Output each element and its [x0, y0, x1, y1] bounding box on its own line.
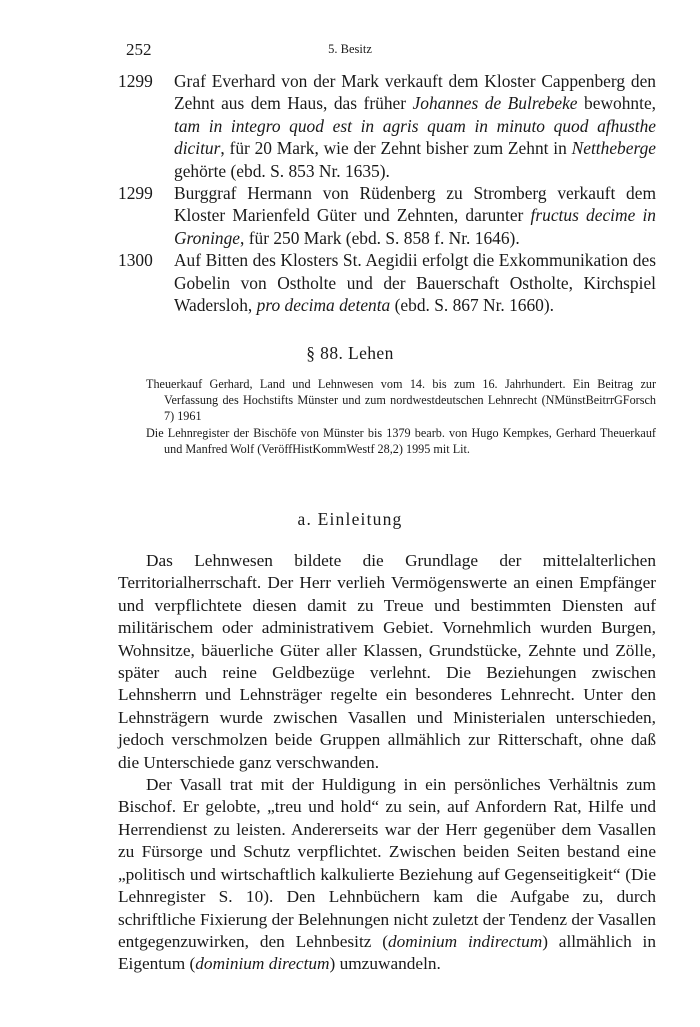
bibliography-author: Theuerkauf — [599, 425, 656, 440]
bibliography — [146, 376, 656, 457]
chronicle-entry — [118, 249, 656, 316]
entry-latin-quote: Nettheberge — [571, 138, 656, 159]
paragraph — [118, 774, 656, 976]
entry-text — [174, 182, 656, 249]
section-title: § 88. Lehen — [306, 343, 394, 363]
entry-text-segment: gehörte (ebd. S. 853 Nr. 1635). — [174, 160, 390, 181]
chronicle-entry — [118, 182, 656, 249]
latin-term: dominium indirectum — [388, 931, 543, 951]
bibliography-author: Kempkes — [502, 425, 549, 440]
entry-text-segment: , für 250 Mark (ebd. S. 858 f. Nr. 1646). — [240, 227, 520, 248]
entry-year: 1299 — [118, 71, 153, 91]
entry-text — [174, 70, 656, 182]
bibliography-text: , Gerhard — [548, 425, 600, 440]
entry-text-segment: Burggraf Hermann von Rüdenberg zu Stromberg verkauft dem Kloster Marienfeld Güter und Zehnten, darunter — [174, 183, 656, 226]
entry-latin-quote: pro decima detenta — [256, 295, 391, 316]
entry-text-segment: Graf Everhard von der Mark verkauft dem Kloster Cappenberg den Zehnt aus dem Haus, das früher — [174, 71, 656, 114]
entry-text-segment: (ebd. S. 867 Nr. 1660). — [390, 295, 555, 316]
paragraph-segment: ) allmählich in Eigentum ( — [118, 931, 656, 974]
bibliography-author: Theuerkauf Gerhard — [146, 377, 250, 391]
paragraph-segment: Der Vasall trat mit der Huldigung in ein persönliches Verhältnis zum Bischof. Er gelobte, „treu und hold“ zu sein, auf Anfordern Rat, Hilfe und Herrendienst zu leisten. Andererseits war der Herr gegenüber dem Vasallen zu Fürsorge und Schutz verpflichtet. Zwischen beiden Seiten bestand eine „politisch und wirtschaftlich kalkulierte Beziehung auf Gegenseitigkeit“ (Die Lehnregister S. 10). Den Lehnbüchern kam die Aufgabe zu, durch schriftliche Fixierung der Belehnungen nicht zuletzt der Tendenz der Vasallen entgegenzuwirken, den Lehnbesitz ( — [118, 775, 657, 951]
entry-text — [174, 249, 656, 316]
entry-text-segment: Auf Bitten des Klosters St. Aegidii erfolgt die Exkommunikation des Gobelin von Ostholte und der Bauerschaft Ostholte, Kirchspiel Wadersloh, — [174, 250, 656, 316]
entry-text-segment: bewohnte, — [577, 93, 657, 114]
entry-text-segment: , für 20 Mark, wie der Zehnt bisher zum Zehnt in — [220, 138, 572, 159]
bibliography-text: (VeröffHistKommWestf 28,2) 1995 mit Lit. — [254, 441, 470, 456]
latin-term: dominium directum — [195, 954, 330, 974]
bibliography-text: , Land und Lehnwesen vom 14. bis zum 16. Jahrhundert. Ein Beitrag zur Verfassung des Hochstifts Münster und zum nordwestdeutschen Lehnrecht (NMünstBeitrrGForsch 7) 1961 — [164, 377, 657, 424]
bibliography-text: Die Lehnregister der Bischöfe von Münster bis 1379 bearb. von Hugo — [146, 425, 503, 440]
entry-latin-quote: Johannes de Bulrebeke — [412, 93, 578, 114]
page-number: 252 — [126, 40, 152, 59]
chronicle-entry — [118, 70, 656, 182]
chronicle-entries — [118, 70, 656, 316]
entry-latin-quote: tam in integro quod est in agris quam in minuto quod afhusthe dicitur — [174, 115, 656, 159]
subsection-title: a. Einleitung — [297, 509, 403, 529]
paragraph-segment: ) umzuwandeln. — [329, 954, 441, 974]
bibliography-author: Wolf — [230, 441, 255, 456]
entry-year: 1300 — [118, 250, 153, 271]
bibliography-text: und Manfred — [164, 441, 231, 456]
bibliography-entry — [146, 376, 656, 425]
bibliography-entry — [146, 425, 656, 457]
entry-year: 1299 — [118, 183, 153, 204]
entry-latin-quote: fructus decime in Groninge — [174, 205, 657, 248]
body-text — [118, 550, 656, 976]
paragraph: Das Lehnwesen bildete die Grundlage der mittelalterlichen Territorialherrschaft. Der Herr verlieh Vermögenswerte an einen Empfänger und verpflichtete diesen damit zu Treue und bestimmten Diensten auf militärischem oder administrativem Gebiet. Vornehmlich wurden Burgen, Wohnsitze, bäuerliche Güter aller Klassen, Grundstücke, Zehnte und Zölle, später auch reine Geldbezüge verlehnt. Die Beziehungen zwischen Lehnsherrn und Lehnsträger regelte ein besonderes Lehnrecht. Unter den Lehnsträgern wurde zwischen Vasallen und Ministerialen unterschieden, jedoch verschmolzen beide Gruppen allmählich zur Ritterschaft, ohne daß die Unterschiede ganz verschwanden. — [118, 551, 656, 772]
running-head: 5. Besitz — [328, 42, 372, 56]
